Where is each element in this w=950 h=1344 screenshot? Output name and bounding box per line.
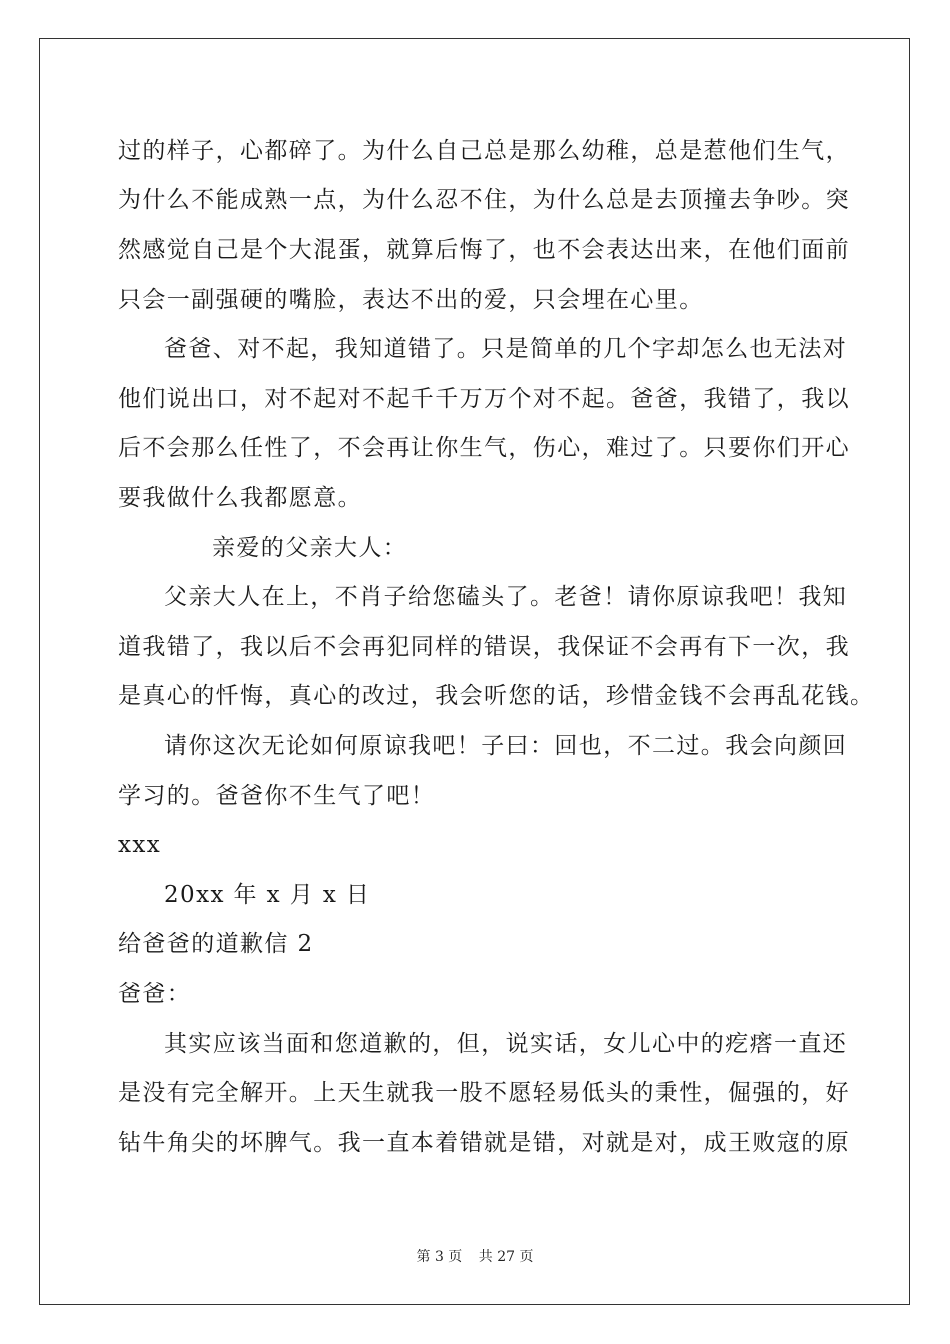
salutation: 爸爸： [118, 981, 192, 1007]
text-line: 道我错了，我以后不会再犯同样的错误，我保证不会再有下一次，我 [118, 634, 850, 660]
text-line: 然感觉自己是个大混蛋，就算后悔了，也不会表达出来，在他们面前 [118, 237, 850, 263]
signature: xxx [118, 832, 162, 858]
text-line: 学习的。爸爸你不生气了吧！ [118, 783, 436, 809]
text-line: 爸爸、对不起，我知道错了。只是简单的几个字却怎么也无法对 [164, 336, 848, 362]
text-line: 过的样子，心都碎了。为什么自己总是那么幼稚，总是惹他们生气， [118, 138, 850, 164]
text-line: 后不会那么任性了，不会再让你生气，伤心，难过了。只要你们开心 [118, 435, 850, 461]
salutation: 亲爱的父亲大人： [212, 535, 408, 561]
text-line: 只会一副强硬的嘴脸，表达不出的爱，只会埋在心里。 [118, 287, 704, 313]
page-footer [0, 1248, 950, 1266]
page-border [39, 38, 910, 1305]
text-line: 要我做什么我都愿意。 [118, 485, 362, 511]
text-line: 为什么不能成熟一点，为什么忍不住，为什么总是去顶撞去争吵。突 [118, 187, 850, 213]
text-line: 其实应该当面和您道歉的，但，说实话，女儿心中的疙瘩一直还 [164, 1031, 848, 1057]
page-number: 第 3 页 [416, 1249, 463, 1265]
text-line: 是真心的忏悔，真心的改过，我会听您的话，珍惜金钱不会再乱花钱。 [118, 683, 875, 709]
section-title: 给爸爸的道歉信 2 [118, 931, 314, 957]
text-line: 请你这次无论如何原谅我吧！子曰：回也，不二过。我会向颜回 [164, 733, 848, 759]
text-line: 是没有完全解开。上天生就我一股不愿轻易低头的秉性，倔强的，好 [118, 1080, 850, 1106]
text-line: 钻牛角尖的坏脾气。我一直本着错就是错，对就是对，成王败寇的原 [118, 1130, 850, 1156]
text-line: 他们说出口，对不起对不起千千万万个对不起。爸爸，我错了，我以 [118, 386, 850, 412]
text-line: 父亲大人在上，不肖子给您磕头了。老爸！请你原谅我吧！我知 [164, 584, 848, 610]
page-total: 共 27 页 [478, 1249, 534, 1265]
date-line: 20xx 年 x 月 x 日 [164, 882, 371, 908]
